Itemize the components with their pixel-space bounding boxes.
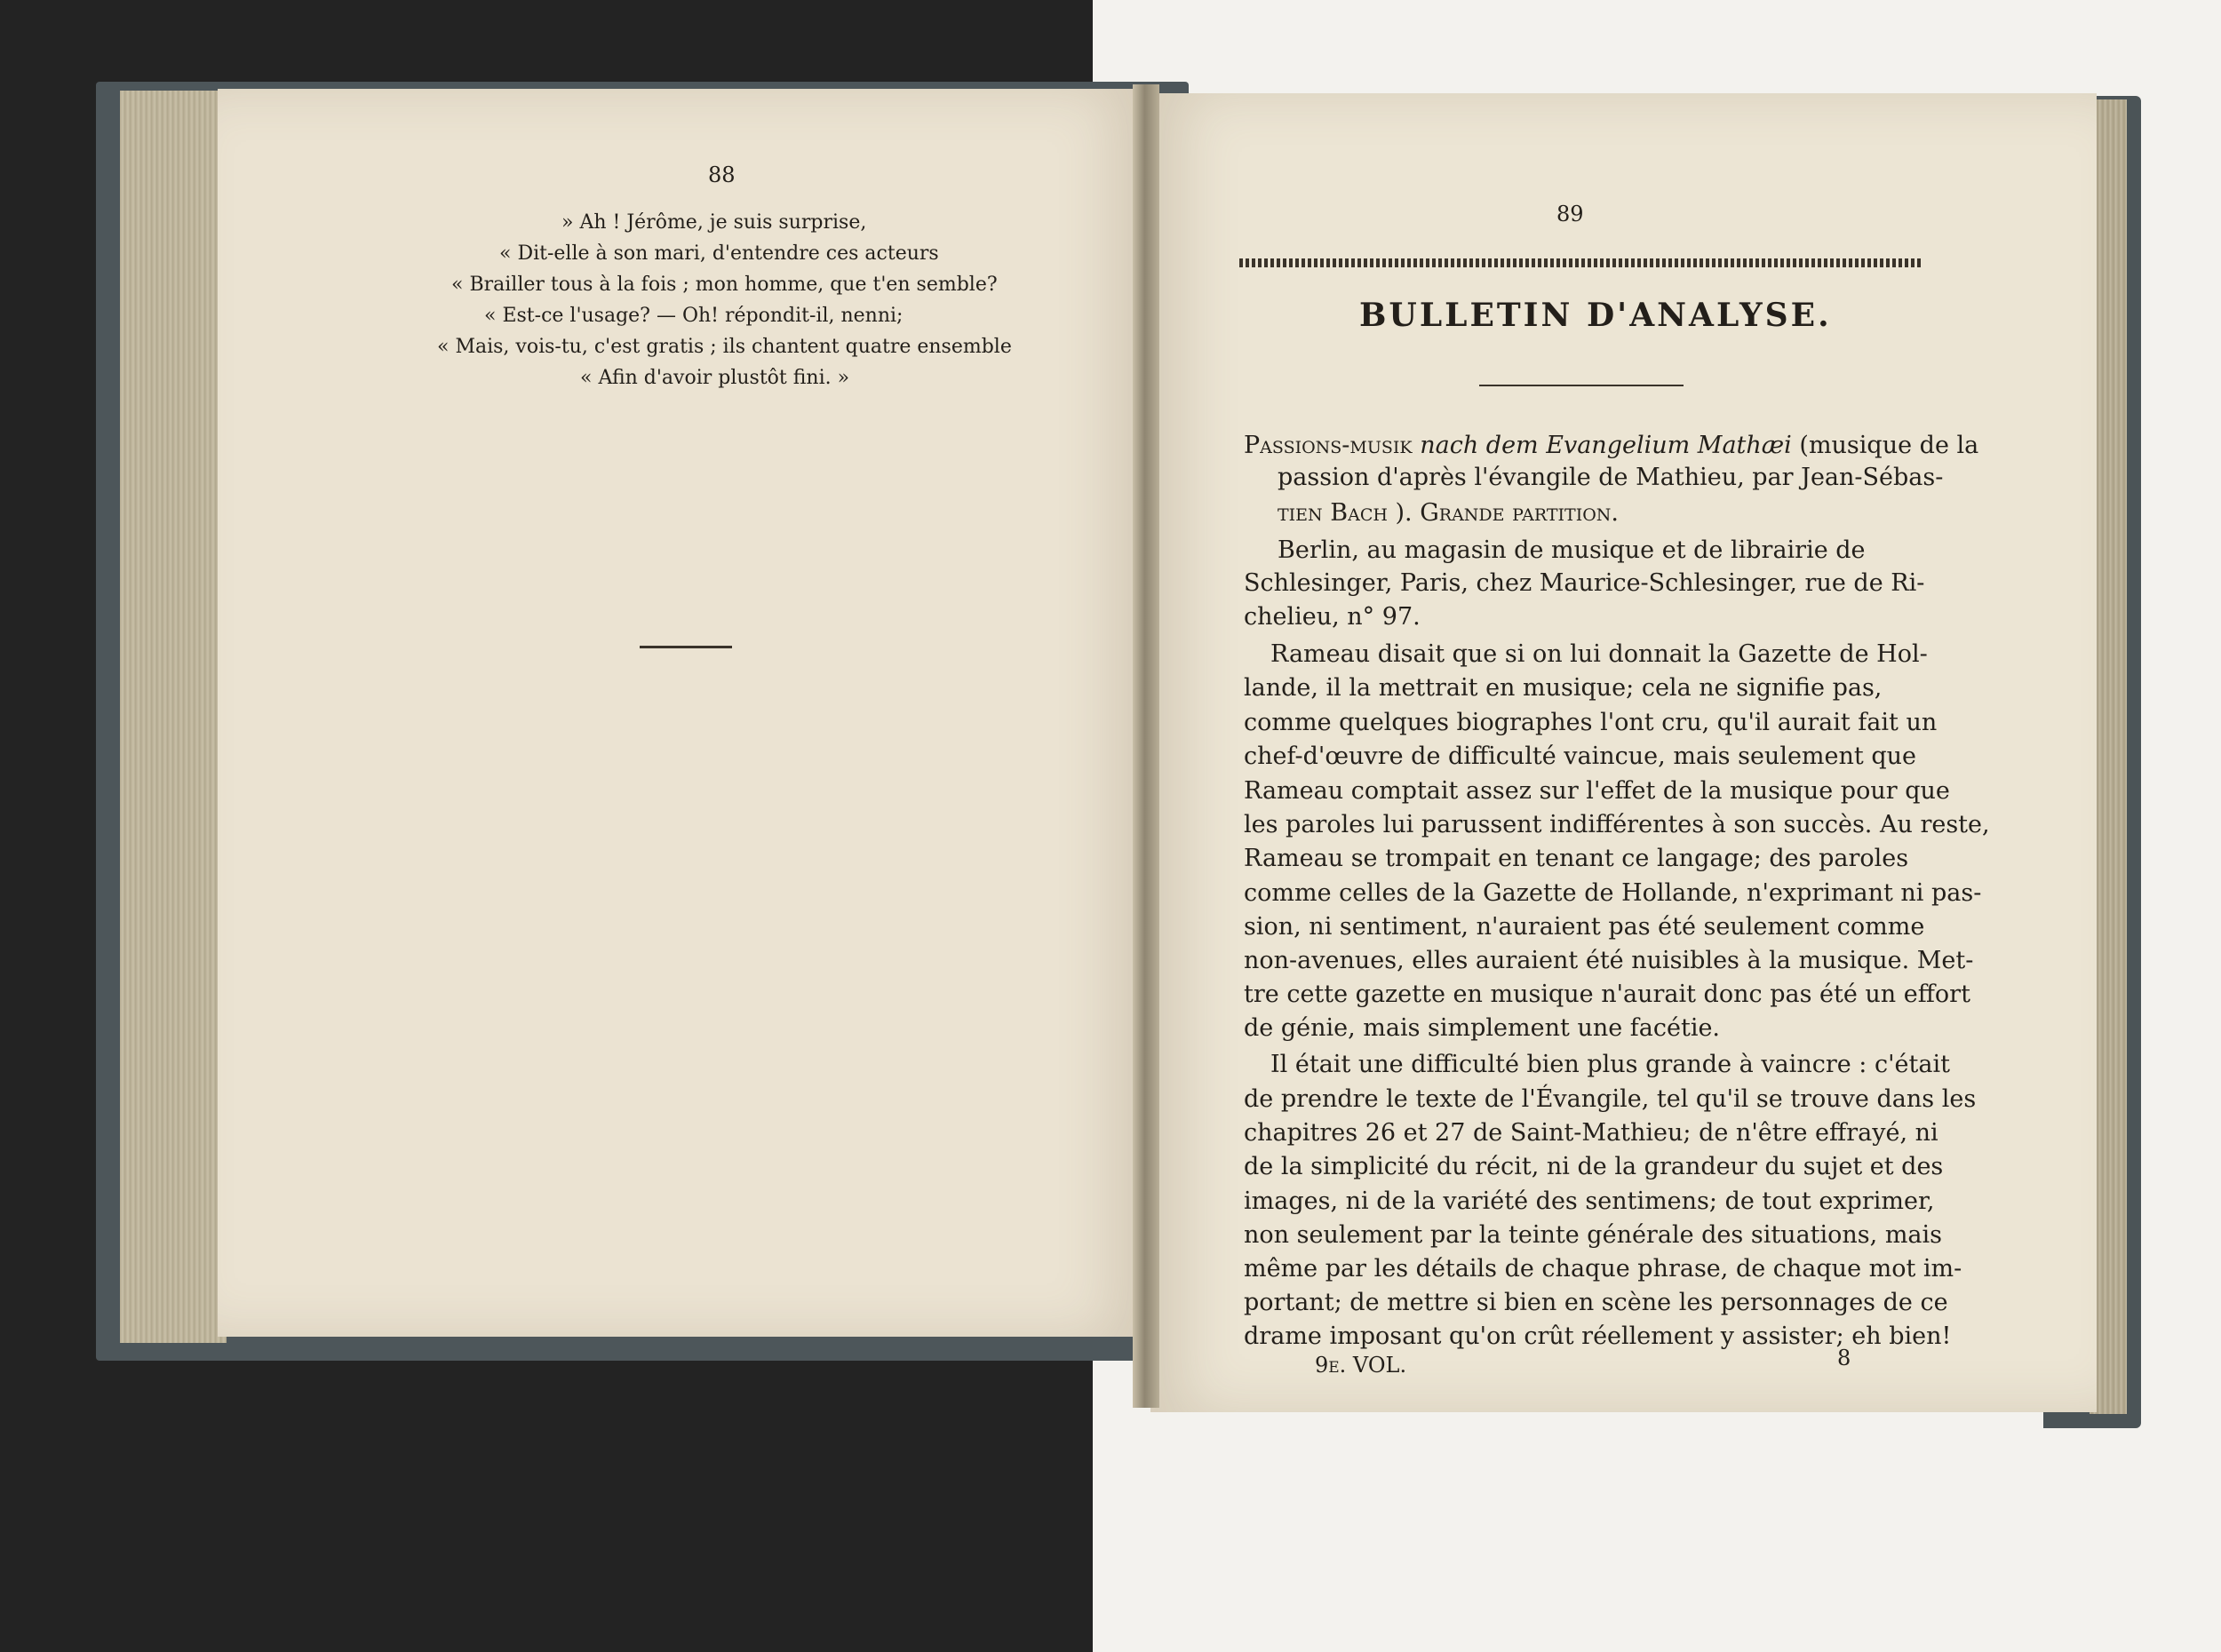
verse-line: « Dit-elle à son mari, d'entendre ces acteurs <box>499 242 939 265</box>
body-line: comme quelques biographes l'ont cru, qu'il aurait fait un <box>1244 709 1938 736</box>
section-heading: BULLETIN D'ANALYSE. <box>1359 297 1832 334</box>
body-line: chapitres 26 et 27 de Saint-Mathieu; de n'être effrayé, ni <box>1244 1119 1938 1147</box>
body-line: Rameau comptait assez sur l'effet de la musique pour que <box>1244 777 1950 805</box>
body-line: Rameau se trompait en tenant ce langage; des paroles <box>1244 845 1909 872</box>
entry-title-italic: nach dem Evangelium Mathæi <box>1420 432 1792 459</box>
body-line: lande, il la mettrait en musique; cela ne signifie pas, <box>1244 674 1883 702</box>
body-line: les paroles lui parussent indifférentes à son succès. Au reste, <box>1244 811 1990 838</box>
entry-title-line-3: tien Bach ). Grande partition. <box>1278 499 1619 527</box>
body-line: Berlin, au magasin de musique et de librairie de <box>1278 536 1866 564</box>
left-page-number: 88 <box>708 163 736 187</box>
page-edges-left <box>120 91 227 1343</box>
body-line: drame imposant qu'on crût réellement y assister; eh bien! <box>1244 1322 1952 1350</box>
footer-number: 8 <box>1837 1346 1851 1370</box>
body-line: comme celles de la Gazette de Hollande, n'exprimant ni pas- <box>1244 879 1982 907</box>
verse-line: « Est-ce l'usage? — Oh! répondit-il, nenni; <box>484 305 904 327</box>
book-gutter <box>1133 84 1159 1408</box>
right-page-number: 89 <box>1556 202 1584 226</box>
body-line: Il était une difficulté bien plus grande à vaincre : c'était <box>1270 1051 1950 1078</box>
verse-line: « Afin d'avoir plustôt fini. » <box>580 367 850 389</box>
body-line: chelieu, n° 97. <box>1244 603 1421 631</box>
body-line: Schlesinger, Paris, chez Maurice-Schlesinger, rue de Ri- <box>1244 569 1925 597</box>
section-rule <box>640 646 732 648</box>
entry-title-author: Passions-musik <box>1244 432 1413 459</box>
body-line: de génie, mais simplement une facétie. <box>1244 1014 1721 1042</box>
verse-line: » Ah ! Jérôme, je suis surprise, <box>561 211 867 234</box>
body-line: tre cette gazette en musique n'aurait donc pas été un effort <box>1244 981 1970 1008</box>
body-line: non seulement par la teinte générale des situations, mais <box>1244 1221 1943 1249</box>
verse-line: « Mais, vois-tu, c'est gratis ; ils chantent quatre ensemble <box>437 336 1012 358</box>
body-line: images, ni de la variété des sentimens; de tout exprimer, <box>1244 1187 1935 1215</box>
body-line: Rameau disait que si on lui donnait la Gazette de Hol- <box>1270 640 1928 668</box>
verse-line: « Brailler tous à la fois ; mon homme, que t'en semble? <box>451 274 998 296</box>
entry-title-rest: (musique de la <box>1799 432 1979 459</box>
body-line: chef-d'œuvre de difficulté vaincue, mais seulement que <box>1244 743 1916 770</box>
body-line: portant; de mettre si bien en scène les personnages de ce <box>1244 1289 1948 1316</box>
body-line: sion, ni sentiment, n'auraient pas été seulement comme <box>1244 913 1925 941</box>
entry-title-line-1 <box>1244 432 1978 459</box>
heading-rule <box>1479 385 1684 386</box>
body-line: même par les détails de chaque phrase, de chaque mot im- <box>1244 1255 1962 1283</box>
body-line: de prendre le texte de l'Évangile, tel qu'il se trouve dans les <box>1244 1085 1977 1113</box>
body-line: non-avenues, elles auraient été nuisibles à la musique. Met- <box>1244 947 1974 974</box>
body-line: de la simplicité du récit, ni de la grandeur du sujet et des <box>1244 1153 1944 1180</box>
footer-signature: 9e. VOL. <box>1315 1353 1407 1378</box>
header-ornament-rule <box>1239 258 1923 267</box>
entry-title-line-2: passion d'après l'évangile de Mathieu, par Jean-Sébas- <box>1278 464 1944 491</box>
